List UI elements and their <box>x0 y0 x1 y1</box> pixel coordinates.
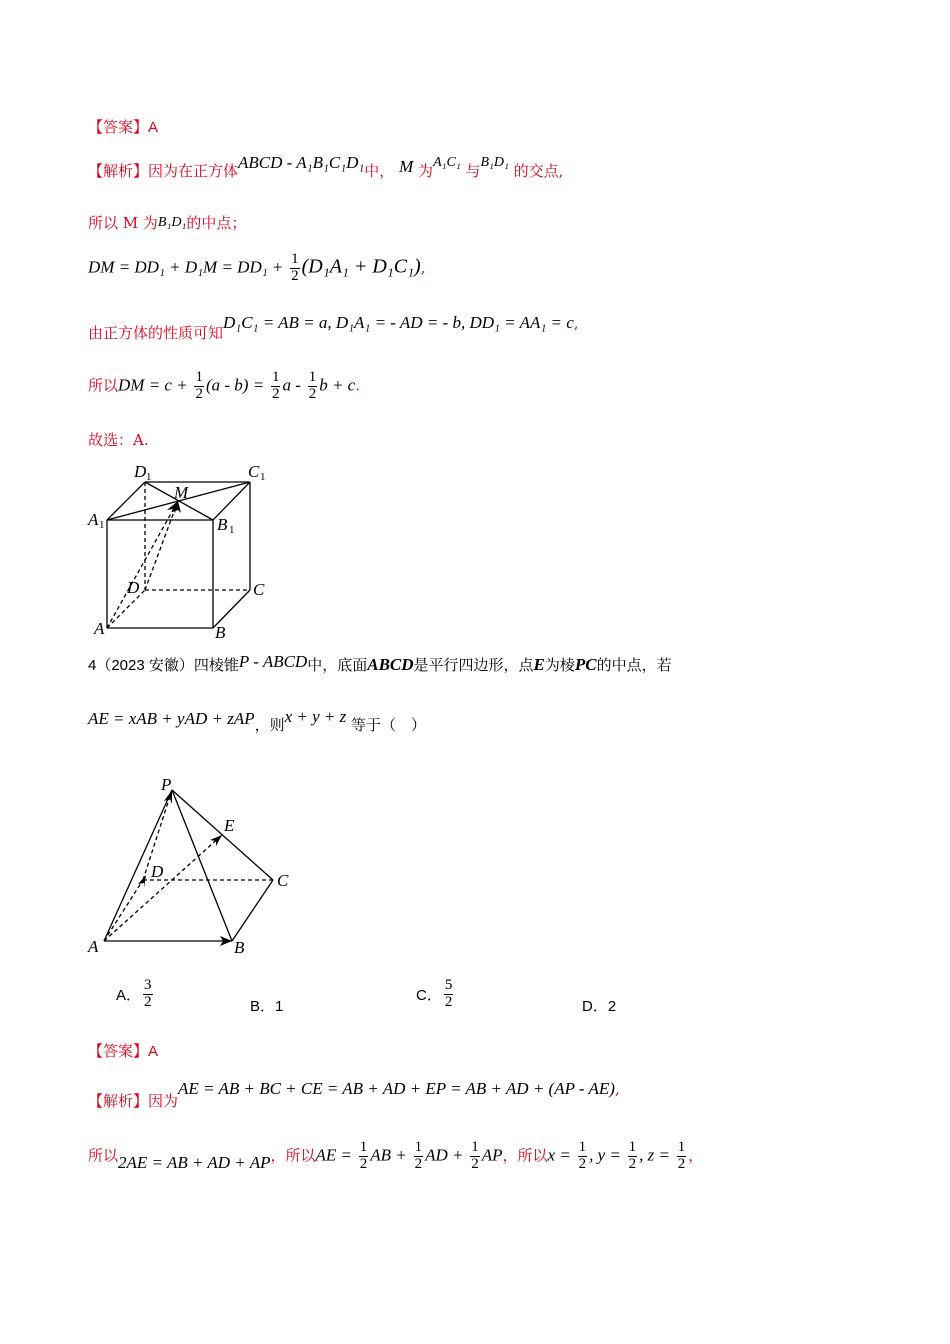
cube-label-m: M <box>174 483 189 502</box>
svg-text:1: 1 <box>260 471 266 483</box>
pyramid-label-b: B <box>234 938 245 957</box>
pyramid-label-a: A <box>88 937 99 956</box>
q4-analysis-line-1: 【解析】因为AE = AB + BC + CE = AB + AD + EP = AB + AD + (AP - AE), <box>88 1079 620 1110</box>
cube-properties: D₁C₁ = AB = a, D₁A₁ = - AD = - b, DD₁ = AA₁ = c <box>223 313 574 332</box>
svg-text:1: 1 <box>99 519 105 531</box>
cube-label-d: D <box>127 578 140 597</box>
option-a[interactable]: A． $\frac{3}{2}$ <box>116 977 152 1010</box>
cube-label-a1: A <box>88 510 99 529</box>
answer-label-q4: 【答案】A <box>88 1043 159 1060</box>
svg-text:1: 1 <box>229 524 235 536</box>
cube-label-b1: B <box>217 515 228 534</box>
analysis-line-3: DM = DD₁ + D₁M = DD₁ + $\frac{1}{2}$ (D₁A₁ + D₁C₁), <box>88 251 426 284</box>
pyramid-label-d: D <box>151 862 164 881</box>
cube-label-a: A <box>94 619 105 638</box>
svg-text:1: 1 <box>146 471 152 483</box>
analysis-line-5: 所以DM = c + $\frac{1}{2}$ (a - b) = $\frac{1}{2}$ a - $\frac{1}{2}$ b + c. <box>88 369 360 402</box>
analysis-line-2: 所以 M 为B₁D₁的中点； <box>88 214 247 232</box>
option-c[interactable]: C． $\frac{5}{2}$ <box>416 977 453 1010</box>
conclusion-q3: 故选：A. <box>88 431 149 449</box>
cube-label-b: B <box>215 623 226 642</box>
analysis-line-4: 由正方体的性质可知D₁C₁ = AB = a, D₁A₁ = - AD = - b, DD₁ = AA₁ = c, <box>88 313 579 342</box>
analysis-line-1: 【解析】因为在正方体ABCD - A₁B₁C₁D₁中， M 为A₁C₁ 与B₁D₁ 的交点, <box>88 153 564 180</box>
fraction-half: $\frac{1}{2}$ <box>291 251 299 284</box>
q4-analysis-line-2: 所以2AE = AB + AD + AP，所以AE = $\frac{1}{2}$ AB + $\frac{1}{2}$ AD + $\frac{1}{2}$ AP，所以x = $\frac{1}{2}$ , y = $\frac{1}{2}$ , z = $\frac{1}{2}$ ， <box>88 1139 704 1173</box>
answer-label-q3: 【答案】A <box>88 119 159 136</box>
option-d[interactable]: D．2 <box>582 998 617 1015</box>
pyramid-label-c: C <box>277 871 289 890</box>
cube-label-c1: C <box>248 462 260 481</box>
pyramid-label-p: P <box>161 775 172 794</box>
option-b[interactable]: B．1 <box>250 998 284 1015</box>
cube-name: ABCD - A₁B₁C₁D₁ <box>238 153 365 172</box>
vector-expression-dm: DM = DD₁ + D₁M = DD₁ + <box>88 257 284 277</box>
q4-condition: AE = xAB + yAD + zAP，则x + y + z 等于（ ） <box>88 707 427 734</box>
pyramid-label-e: E <box>224 816 235 835</box>
cube-label-c: C <box>253 580 265 599</box>
analysis-tag: 【解析】 <box>88 162 149 180</box>
cube-label-d1: D <box>134 462 147 481</box>
q4-stem: 4（2023 安徽）四棱锥P - ABCD中，底面ABCD是平行四边形，点E为棱PC的中点，若 <box>88 652 672 674</box>
